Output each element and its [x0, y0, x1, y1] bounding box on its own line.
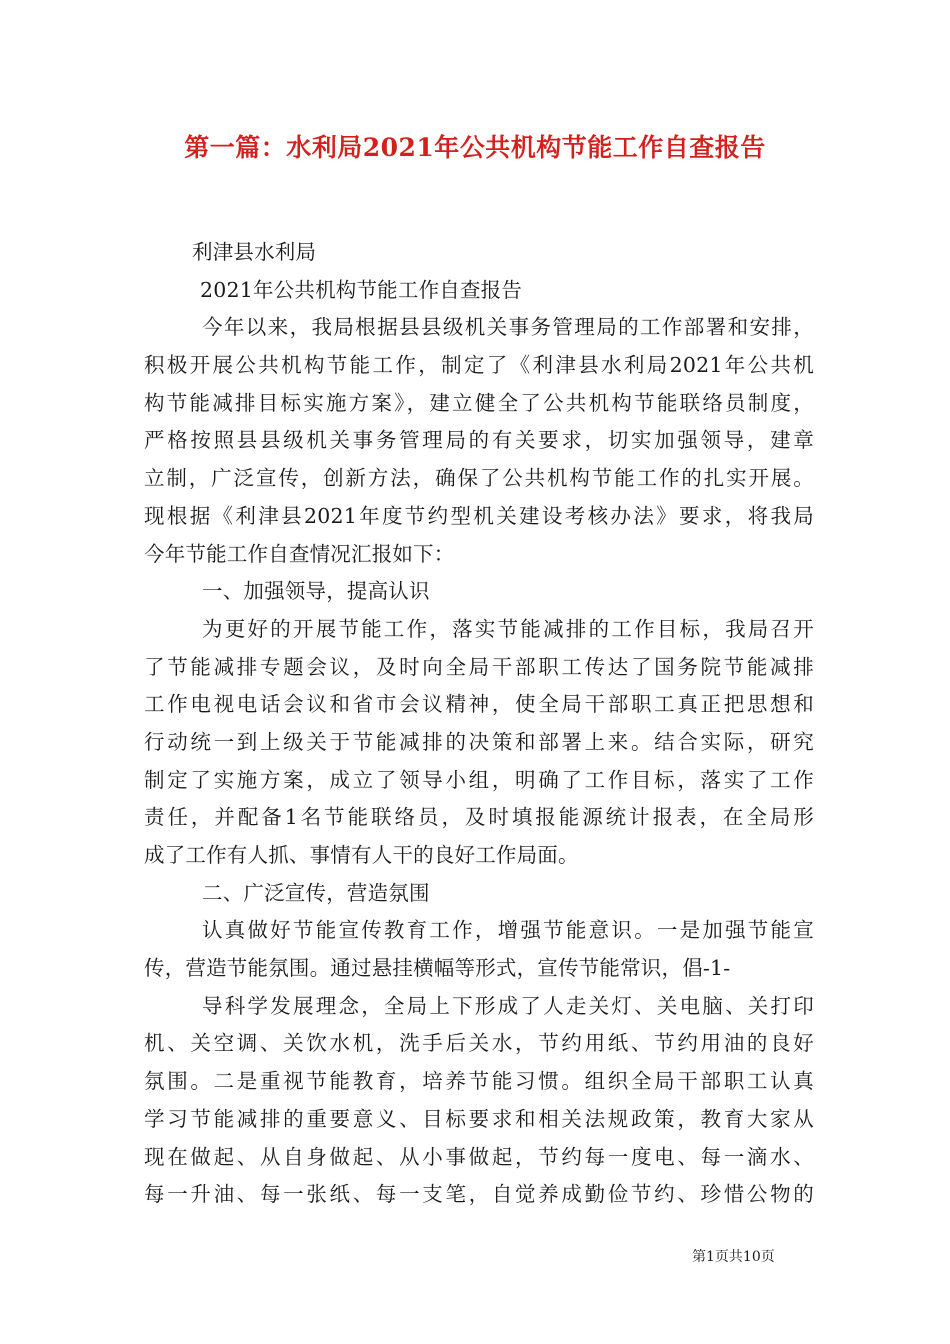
text-line: 了节能减排专题会议，及时向全局干部职工传达了国务院节能减排 [144, 654, 814, 679]
text-line: 今年以来，我局根据县县级机关事务管理局的工作部署和安排， [202, 315, 814, 340]
text-line: 导科学发展理念，全局上下形成了人走关灯、关电脑、关打印 [202, 993, 814, 1018]
text-line: 工作电视电话会议和省市会议精神，使全局干部职工真正把思想和 [144, 692, 814, 717]
text-line: 学习节能减排的重要意义、目标要求和相关法规政策，教育大家从 [144, 1106, 814, 1131]
text-line: 现根据《利津县2021年度节约型机关建设考核办法》要求，将我局 [144, 503, 814, 528]
document-title: 第一篇：水利局2021年公共机构节能工作自查报告 [184, 133, 766, 162]
text-line: 行动统一到上级关于节能减排的决策和部署上来。结合实际，研究 [144, 729, 814, 754]
text-line: 严格按照县县级机关事务管理局的有关要求，切实加强领导，建章 [144, 428, 814, 453]
text-line: 机、关空调、关饮水机，洗手后关水，节约用纸、节约用油的良好 [144, 1031, 814, 1056]
text-line: 立制，广泛宣传，创新方法，确保了公共机构节能工作的扎实开展。 [144, 466, 814, 491]
text-line: 每一升油、每一张纸、每一支笔，自觉养成勤俭节约、珍惜公物的 [144, 1182, 814, 1207]
text-line: 成了工作有人抓、事情有人干的良好工作局面。 [144, 843, 579, 867]
section-heading: 一、加强领导，提高认识 [202, 579, 430, 604]
section-heading: 二、广泛宣传，营造氛围 [202, 880, 430, 905]
text-line: 责任，并配备1名节能联络员，及时填报能源统计报表，在全局形 [144, 805, 814, 830]
text-line: 现在做起、从自身做起、从小事做起，节约每一度电、每一滴水、 [144, 1144, 814, 1169]
text-line: 制定了实施方案，成立了领导小组，明确了工作目标，落实了工作 [144, 767, 814, 792]
text-line: 氛围。二是重视节能教育，培养节能习惯。组织全局干部职工认真 [144, 1069, 814, 1094]
text-line: 今年节能工作自查情况汇报如下： [144, 541, 455, 566]
text-line: 积极开展公共机构节能工作，制定了《利津县水利局2021年公共机 [144, 353, 814, 378]
text-line: 构节能减排目标实施方案》，建立健全了公共机构节能联络员制度， [144, 390, 814, 415]
text-line: 为更好的开展节能工作，落实节能减排的工作目标，我局召开 [202, 616, 814, 641]
page-number: 第1页共10页 [692, 1249, 775, 1265]
text-line: 2021年公共机构节能工作自查报告 [200, 277, 523, 302]
text-line: 传，营造节能氛围。通过悬挂横幅等形式，宣传节能常识，倡-1- [144, 956, 731, 981]
text-line: 利津县水利局 [192, 240, 317, 264]
document-body [144, 234, 814, 1214]
text-line: 认真做好节能宣传教育工作，增强节能意识。一是加强节能宣 [202, 918, 814, 943]
